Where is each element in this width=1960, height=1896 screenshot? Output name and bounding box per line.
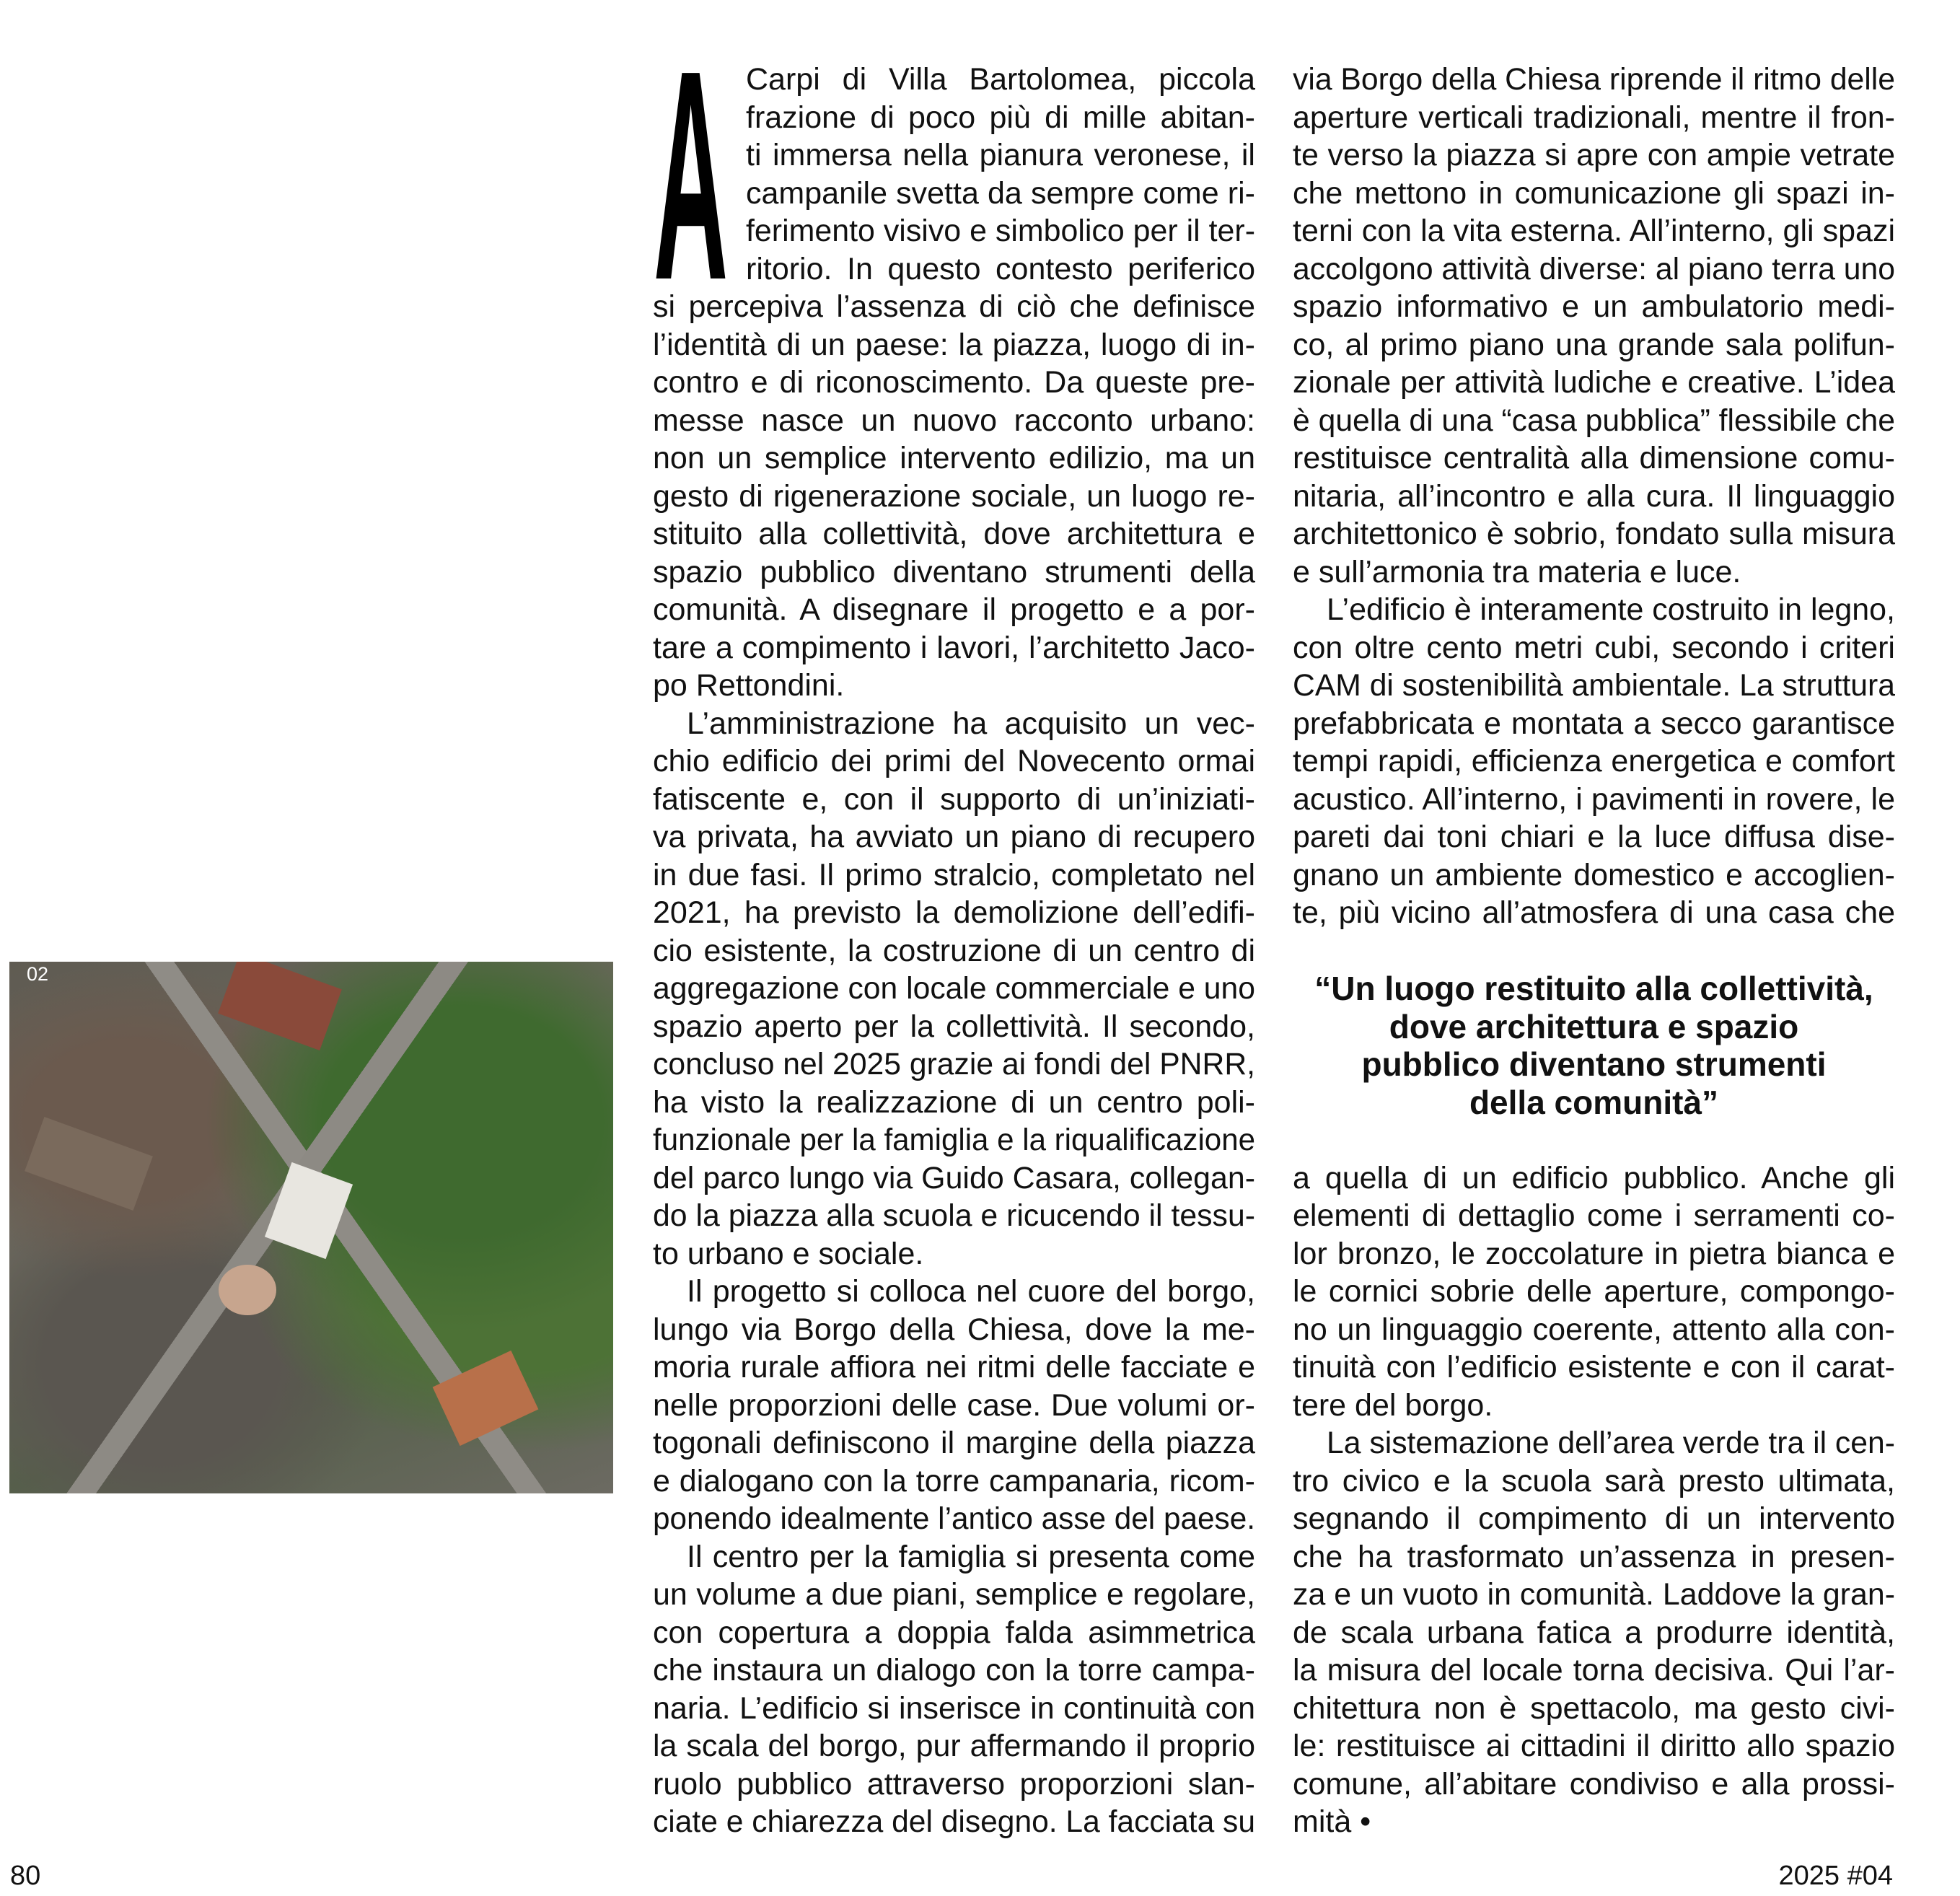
- text-line: [1293, 250, 1895, 289]
- line-text: in due fasi. Il primo stralcio, completato nel: [653, 857, 1255, 892]
- line-text: ritorio. In questo contesto periferico: [746, 251, 1255, 286]
- line-text: architettonico è sobrio, fondato sulla misura: [1293, 517, 1895, 551]
- piazza-circle: [219, 1265, 276, 1315]
- issue-label: 2025 #04: [1778, 1861, 1893, 1891]
- line-text: la misura del locale torna decisiva. Qui l’ar-: [1293, 1653, 1895, 1687]
- drop-cap: A: [654, 8, 729, 342]
- text-line: [1293, 629, 1895, 667]
- line-text: è quella di una “casa pubblica” flessibile che: [1293, 403, 1895, 438]
- text-line: [653, 1197, 1255, 1235]
- line-text: e sull’armonia tra materia e luce.: [1293, 554, 1741, 589]
- text-line: [653, 1576, 1255, 1614]
- text-line: [653, 515, 1255, 553]
- roof-shape: [433, 1351, 539, 1446]
- text-line: [1293, 1387, 1895, 1425]
- text-line: [653, 894, 1255, 932]
- text-line: [653, 1690, 1255, 1728]
- line-text: la scala del borgo, pur affermando il proprio: [653, 1729, 1255, 1763]
- text-line: [653, 439, 1255, 478]
- line-text: ponendo idealmente l’antico asse del paese.: [653, 1501, 1255, 1536]
- line-text: tro civico e la scuola sarà presto ultimata,: [1293, 1463, 1895, 1498]
- line-text: Il centro per la famiglia si presenta come: [687, 1539, 1255, 1574]
- text-line: [653, 781, 1255, 819]
- text-line: [653, 553, 1255, 592]
- text-line: [1293, 781, 1895, 819]
- text-line: [1293, 1500, 1895, 1538]
- text-line: [653, 1084, 1255, 1122]
- line-text: a quella di un edificio pubblico. Anche gli: [1293, 1160, 1895, 1195]
- text-line: [1293, 591, 1895, 629]
- text-line: [1293, 1424, 1895, 1462]
- text-line: [653, 478, 1255, 516]
- text-line: [653, 1538, 1255, 1576]
- line-text: del parco lungo via Guido Casara, collegan-: [653, 1160, 1255, 1195]
- line-text: za e un vuoto in comunità. Laddove la gran-: [1293, 1577, 1895, 1612]
- line-text: non un semplice intervento edilizio, ma un: [653, 441, 1255, 475]
- line-text: via Borgo della Chiesa riprende il ritmo delle: [1293, 62, 1895, 97]
- line-text: te, più vicino all’atmosfera di una casa che: [1293, 895, 1895, 930]
- text-line: [653, 932, 1255, 970]
- line-text: L’amministrazione ha acquisito un vec-: [687, 706, 1255, 741]
- text-line: [1293, 99, 1895, 137]
- text-line: [1293, 894, 1895, 932]
- text-line: [653, 175, 1255, 213]
- text-line: [653, 1121, 1255, 1159]
- text-line: [653, 1462, 1255, 1501]
- line-text: che mettono in comunicazione gli spazi in-: [1293, 175, 1895, 211]
- line-text: do la piazza alla scuola e ricucendo il tessu-: [653, 1198, 1255, 1233]
- line-text: chitettura non è spettacolo, ma gesto civi-: [1293, 1690, 1895, 1726]
- line-text: po Rettondini.: [653, 668, 845, 703]
- text-line: [1293, 175, 1895, 213]
- line-text: spazio aperto per la collettività. Il secondo,: [653, 1009, 1255, 1044]
- pull-quote: [1293, 932, 1895, 1159]
- line-text: terni con la vita esterna. All’interno, gli spazi: [1293, 214, 1895, 248]
- text-line: [1293, 1348, 1895, 1387]
- line-text: l’identità di un paese: la piazza, luogo di in-: [653, 327, 1255, 362]
- line-text: tinuità con l’edificio esistente e con il carat-: [1293, 1350, 1895, 1384]
- text-line: [1293, 402, 1895, 440]
- line-text: comunità. A disegnare il progetto e a por-: [653, 592, 1255, 627]
- line-text: pareti dai toni chiari e la luce diffusa dise-: [1293, 820, 1895, 854]
- text-line: [653, 1235, 1255, 1273]
- column-2-bottom-text: [1293, 1159, 1895, 1841]
- pull-quote-text: della comunità”: [1469, 1083, 1719, 1121]
- text-line: [653, 136, 1255, 175]
- text-line: [1293, 439, 1895, 478]
- text-line: [653, 1765, 1255, 1804]
- line-text: aggregazione con locale commerciale e uno: [653, 971, 1255, 1006]
- line-text: naria. L’edificio si inserisce in continuità con: [653, 1690, 1255, 1726]
- text-line: [653, 326, 1255, 364]
- text-line: [1293, 1197, 1895, 1235]
- line-text: La sistemazione dell’area verde tra il cen-: [1327, 1426, 1895, 1460]
- text-line: [653, 61, 1255, 99]
- line-text: lungo via Borgo della Chiesa, dove la me-: [653, 1312, 1255, 1347]
- text-line: [653, 1273, 1255, 1311]
- text-line: [1293, 326, 1895, 364]
- text-line: [1293, 1311, 1895, 1349]
- text-line: [1293, 478, 1895, 516]
- text-line: [653, 1348, 1255, 1387]
- text-line: [653, 1651, 1255, 1690]
- text-line: [653, 970, 1255, 1008]
- text-line: [1293, 705, 1895, 743]
- line-text: nitaria, all’incontro e alla cura. Il linguaggio: [1293, 478, 1895, 514]
- roof-shape: [25, 1117, 153, 1211]
- text-line: [653, 1045, 1255, 1084]
- line-text: con copertura a doppia falda asimmetrica: [653, 1615, 1255, 1650]
- text-line: [1293, 288, 1895, 326]
- text-line: [653, 364, 1255, 402]
- text-line: [653, 99, 1255, 137]
- pull-quote-text: “Un luogo restituito alla collettività,: [1314, 970, 1873, 1007]
- text-line: [653, 250, 1255, 289]
- line-text: cio esistente, la costruzione di un centro di: [653, 933, 1255, 968]
- line-text: frazione di poco più di mille abitan-: [746, 100, 1255, 135]
- figure-label: 02: [27, 963, 49, 985]
- line-text: tempi rapidi, efficienza energetica e comfort: [1293, 744, 1895, 778]
- article-column-1: [653, 61, 1255, 1841]
- line-text: lor bronzo, le zoccolature in pietra bianca e: [1293, 1236, 1895, 1271]
- pull-quote-line: [1293, 970, 1895, 1008]
- line-text: nelle proporzioni delle case. Due volumi or-: [653, 1387, 1255, 1423]
- line-text: chio edificio dei primi del Novecento ormai: [653, 744, 1255, 778]
- text-line: [1293, 553, 1895, 592]
- text-line: [1293, 136, 1895, 175]
- line-text: ciate e chiarezza del disegno. La facciata su: [653, 1804, 1255, 1839]
- text-line: [1293, 1765, 1895, 1804]
- line-text: spazio informativo e un ambulatorio medi-: [1293, 289, 1895, 324]
- line-text: mità •: [1293, 1804, 1371, 1839]
- line-text: restituisce centralità alla dimensione comu-: [1293, 441, 1895, 475]
- text-line: [653, 288, 1255, 326]
- line-text: fatiscente e, con il supporto di un’iniziati-: [653, 781, 1255, 817]
- line-text: 2021, ha previsto la demolizione dell’edifi-: [653, 895, 1255, 930]
- line-text: stituito alla collettività, dove architettura e: [653, 517, 1255, 551]
- text-line: [653, 1159, 1255, 1198]
- line-text: ferimento visivo e simbolico per il ter-: [746, 214, 1255, 248]
- text-line: [653, 1803, 1255, 1841]
- text-line: [653, 1500, 1255, 1538]
- text-line: [1293, 515, 1895, 553]
- pull-quote-text: dove architettura e spazio: [1389, 1007, 1799, 1045]
- line-text: CAM di sostenibilità ambientale. La struttura: [1293, 668, 1895, 703]
- line-text: ruolo pubblico attraverso proporzioni slan-: [653, 1766, 1255, 1801]
- article-column-2: [1293, 61, 1895, 1841]
- line-text: e dialogano con la torre campanaria, ricom-: [653, 1463, 1255, 1498]
- pull-quote-line: [1293, 1045, 1895, 1084]
- line-text: ti immersa nella pianura veronese, il: [746, 138, 1255, 172]
- line-text: aperture verticali tradizionali, mentre il fron-: [1293, 100, 1895, 135]
- line-text: acustico. All’interno, i pavimenti in rovere, le: [1293, 781, 1895, 817]
- line-text: che instaura un dialogo con la torre campa-: [653, 1653, 1255, 1687]
- text-line: [653, 667, 1255, 705]
- line-text: con oltre cento metri cubi, secondo i criteri: [1293, 630, 1895, 665]
- text-line: [653, 1424, 1255, 1462]
- text-line: [1293, 1273, 1895, 1311]
- line-text: togonali definiscono il margine della piazza: [653, 1426, 1255, 1460]
- text-line: [653, 1311, 1255, 1349]
- text-line: [653, 1387, 1255, 1425]
- line-text: campanile svetta da sempre come ri-: [746, 175, 1255, 211]
- line-text: le cornici sobrie delle aperture, compongo-: [1293, 1274, 1895, 1309]
- text-line: [653, 742, 1255, 781]
- line-text: gesto di rigenerazione sociale, un luogo re-: [653, 478, 1255, 514]
- text-line: [1293, 1538, 1895, 1576]
- pull-quote-text: pubblico diventano strumenti: [1361, 1045, 1827, 1083]
- text-line: [653, 1614, 1255, 1652]
- text-line: [1293, 212, 1895, 250]
- text-line: [1293, 1614, 1895, 1652]
- text-line: [653, 1727, 1255, 1765]
- text-line: [653, 402, 1255, 440]
- text-line: [1293, 1235, 1895, 1273]
- line-text: un volume a due piani, semplice e regolare,: [653, 1577, 1255, 1612]
- line-text: funzionale per la famiglia e la riqualificazione: [653, 1123, 1255, 1157]
- line-text: moria rurale affiora nei ritmi delle facciate e: [653, 1350, 1255, 1384]
- text-line: [1293, 1651, 1895, 1690]
- line-text: le: restituisce ai cittadini il diritto allo spazio: [1293, 1729, 1895, 1763]
- text-line: [1293, 61, 1895, 99]
- text-line: [653, 818, 1255, 856]
- aerial-photo: [9, 962, 613, 1493]
- text-line: [1293, 1462, 1895, 1501]
- text-line: [1293, 818, 1895, 856]
- roof-shape: [218, 962, 342, 1050]
- line-text: tere del borgo.: [1293, 1387, 1493, 1423]
- line-text: to urbano e sociale.: [653, 1236, 924, 1271]
- line-text: Carpi di Villa Bartolomea, piccola: [746, 62, 1255, 97]
- text-line: [1293, 364, 1895, 402]
- line-text: accolgono attività diverse: al piano terra uno: [1293, 251, 1895, 286]
- page-number: 80: [10, 1861, 41, 1891]
- text-line: [1293, 856, 1895, 895]
- line-text: concluso nel 2025 grazie ai fondi del PNRR,: [653, 1047, 1255, 1081]
- line-text: ha visto la realizzazione di un centro poli-: [653, 1084, 1255, 1120]
- text-line: [1293, 1690, 1895, 1728]
- building-white: [265, 1162, 353, 1259]
- text-line: [653, 1008, 1255, 1046]
- line-text: de scala urbana fatica a produrre identità,: [1293, 1615, 1895, 1650]
- text-line: [1293, 1159, 1895, 1198]
- line-text: comune, all’abitare condiviso e alla prossi-: [1293, 1766, 1895, 1801]
- text-line: [1293, 1576, 1895, 1614]
- text-line: [1293, 667, 1895, 705]
- text-line: [653, 591, 1255, 629]
- line-text: contro e di riconoscimento. Da queste pre-: [653, 365, 1255, 400]
- text-line: [1293, 1727, 1895, 1765]
- text-line: [1293, 1803, 1895, 1841]
- text-line: [653, 629, 1255, 667]
- line-text: co, al primo piano una grande sala polifun-: [1293, 327, 1895, 362]
- line-text: Il progetto si colloca nel cuore del borgo,: [687, 1274, 1255, 1309]
- line-text: si percepiva l’assenza di ciò che definisce: [653, 289, 1255, 324]
- line-text: zionale per attività ludiche e creative. L’idea: [1293, 365, 1895, 400]
- text-line: [653, 212, 1255, 250]
- line-text: che ha trasformato un’assenza in presen-: [1293, 1539, 1895, 1574]
- text-line: [653, 856, 1255, 895]
- text-line: [653, 705, 1255, 743]
- line-text: gnano un ambiente domestico e accoglien-: [1293, 857, 1895, 892]
- pull-quote-line: [1293, 1008, 1895, 1046]
- pull-quote-line: [1293, 1084, 1895, 1122]
- column-2-top-text: [1293, 61, 1895, 932]
- line-text: segnando il compimento di un intervento: [1293, 1501, 1895, 1536]
- line-text: va privata, ha avviato un piano di recupero: [653, 820, 1255, 854]
- line-text: no un linguaggio coerente, attento alla con-: [1293, 1312, 1895, 1347]
- text-line: [1293, 742, 1895, 781]
- line-text: L’edificio è interamente costruito in legno,: [1327, 592, 1895, 627]
- line-text: tare a compimento i lavori, l’architetto Jaco-: [653, 630, 1255, 665]
- line-text: spazio pubblico diventano strumenti della: [653, 554, 1255, 589]
- line-text: prefabbricata e montata a secco garantisce: [1293, 706, 1895, 741]
- line-text: messe nasce un nuovo racconto urbano:: [653, 403, 1255, 438]
- line-text: te verso la piazza si apre con ampie vetrate: [1293, 138, 1895, 172]
- line-text: elementi di dettaglio come i serramenti co-: [1293, 1198, 1895, 1233]
